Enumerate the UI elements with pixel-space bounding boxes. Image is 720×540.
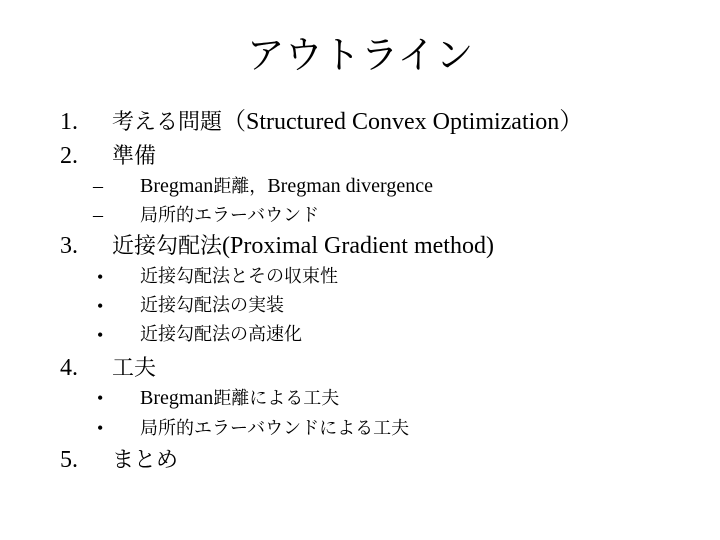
item-heading-ja: 工夫 <box>112 356 157 381</box>
sub-item-text: 近接勾配法とその収束性 <box>140 266 338 287</box>
item-heading <box>112 230 494 263</box>
bullet-marker: • <box>97 418 104 438</box>
item-heading <box>112 444 178 477</box>
item-heading <box>112 352 156 385</box>
slide-title: アウトライン <box>246 33 474 77</box>
bullet-marker: • <box>97 267 104 287</box>
item-number: 1. <box>60 109 78 135</box>
sub-item-text: 局所的エラーバウンド <box>140 205 320 226</box>
item-number: 3. <box>60 233 78 259</box>
sub-item-text: Bregman距離による工夫 <box>140 387 340 409</box>
item-heading <box>112 106 583 139</box>
dash-marker: – <box>93 175 103 197</box>
bullet-marker: • <box>97 296 104 316</box>
item-number: 5. <box>60 447 78 473</box>
item-heading-ja: まとめ <box>112 448 179 473</box>
sub-item-text: 近接勾配法の実装 <box>140 295 284 316</box>
item-heading-en: (Proximal Gradient method) <box>222 233 494 259</box>
sub-item-text: 近接勾配法の高速化 <box>140 324 302 345</box>
item-heading-en: （Structured Convex Optimization） <box>222 109 584 135</box>
item-heading <box>112 140 156 173</box>
sub-item-text: 局所的エラーバウンドによる工夫 <box>140 418 410 439</box>
sub-item-text: Bregman距離，Bregman divergence <box>140 175 433 197</box>
item-heading-ja: 近接勾配法 <box>112 234 223 259</box>
item-number: 4. <box>60 355 78 381</box>
item-heading-ja: 考える問題 <box>112 110 223 135</box>
item-heading-ja: 準備 <box>112 144 157 169</box>
dash-marker: – <box>93 204 103 226</box>
bullet-marker: • <box>97 388 104 408</box>
item-number: 2. <box>60 143 78 169</box>
bullet-marker: • <box>97 325 104 345</box>
